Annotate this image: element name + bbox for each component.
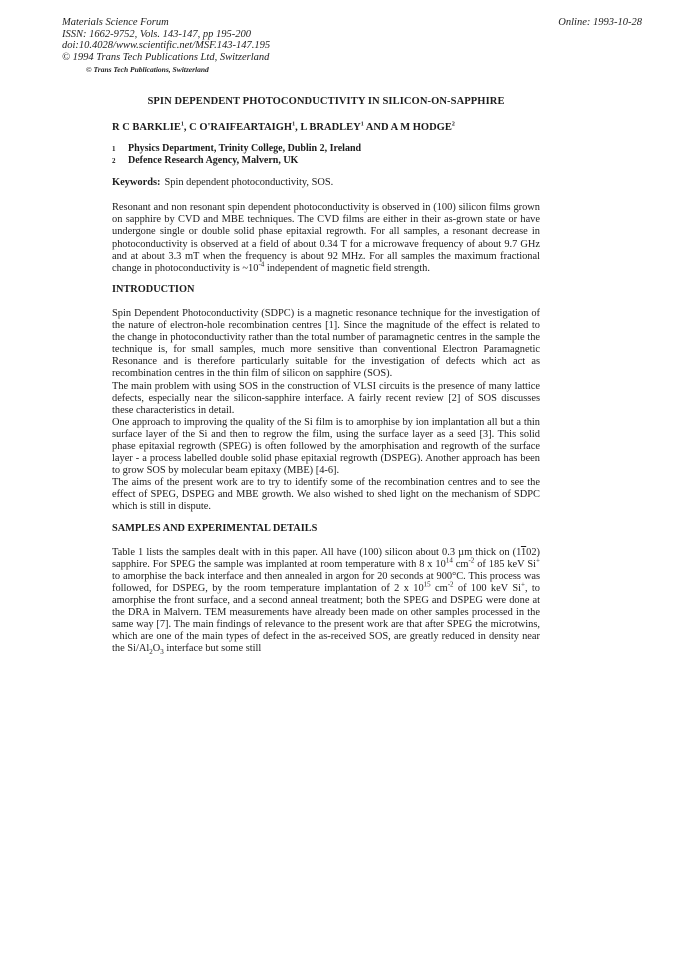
samples-sup: + [536, 556, 540, 565]
spacer [112, 514, 540, 523]
doi-line: doi:10.4028/www.scientific.net/MSF.143-147.195 [62, 40, 271, 51]
samples-text: of 185 keV Si [474, 558, 537, 570]
author-name: R C BARKLIE [112, 122, 181, 134]
samples-text: Table 1 lists the samples dealt with in this paper. All have (100) silicon about 0.3 µm thick on (1 [112, 546, 521, 558]
samples-sup: -2 [468, 556, 475, 565]
journal-name: Materials Science Forum [62, 17, 169, 28]
samples-text: O [152, 643, 161, 655]
abstract-text: independent of magnetic field strength. [264, 262, 430, 274]
samples-text: cm [430, 582, 448, 594]
paper-page [112, 96, 540, 655]
samples-text: to amorphise the back interface and then annealed in argon for 20 seconds at 900°C. This process was followed, for DSPEG, by the room temperature implantation of 2 x 10 [112, 570, 540, 594]
author-affiliation-mark: 1 [180, 121, 184, 128]
intro-paragraph-2: The main problem with using SOS in the construction of VLSI circuits is the presence of many lattice defects, especially near the silicon-sapphire interface. A fairly recent review [2] of SOS discusses these characteristics in detail. [112, 380, 540, 416]
paper-title: SPIN DEPENDENT PHOTOCONDUCTIVITY IN SILICON-ON-SAPPHIRE [147, 96, 505, 107]
author-affiliation-mark: 1 [292, 121, 296, 128]
samples-text: , to amorphise the front surface, and a second anneal treatment; both the SPEG and DSPEG were done at the DRA in Malvern. TEM measurements have already been made on other samples processed in the same way [7]. The main findings of relevance to the present work are that after SPEG the microtwins, which are one of the main types of defect in the as-received SOS, are greatly reduced in density near the Si/Al [112, 582, 541, 655]
author-affiliation-mark: 1 [360, 121, 364, 128]
samples-text: of 100 keV Si [453, 582, 522, 594]
affiliation-number: 2 [112, 157, 116, 166]
affiliation-text: Defence Research Agency, Malvern, UK [128, 155, 299, 167]
samples-text: cm [452, 558, 469, 570]
keywords [112, 177, 540, 189]
affiliation-item [112, 143, 540, 155]
intro-paragraph-1: Spin Dependent Photoconductivity (SDPC) is a magnetic resonance technique for the investigation of the nature of electron-hole recombination centres [1]. Since the magnitude of the effect is related to the change in photoconductivity rather than the total number of paramagnetic centres in the sample the technique is, for small samples, much more sensitive than conventional Electron Paramagnetic Resonance and is therefore particularly suitable for the investigation of defects which act as recombination centres in the thin film of silicon on sapphire (SOS). [112, 307, 540, 380]
copyright-line: © 1994 Trans Tech Publications Ltd, Switzerland [62, 51, 270, 63]
intro-paragraph-3: One approach to improving the quality of the Si film is to amorphise by ion implantation all but a thin surface layer of the Si and then to regrow the film, using the surface layer as a seed [3]. This solid phase epitaxial regrowth (SPEG) is often followed by the amorphisation and regrowth of the surface layer - a process labelled double solid phase epitaxial regrowth (DSPEG). Another approach has been to grow SOS by molecular beam epitaxy (MBE) [4-6]. [112, 416, 540, 477]
abstract-sup: -4 [258, 260, 265, 269]
affiliation-item [112, 155, 540, 167]
author-name: , L BRADLEY [295, 122, 361, 134]
intro-paragraph-4: The aims of the present work are to try to identify some of the recombination centres and to see the effect of SPEG, DSPEG and MBE growth. We also wished to shed light on the mechanism of SDPC which is still in dispute. [112, 477, 540, 513]
samples-sub: 2 [149, 648, 153, 657]
author-list [112, 122, 540, 134]
samples-sub: 3 [160, 648, 164, 657]
online-date: Online: 1993-10-28 [558, 17, 642, 28]
header-citation [62, 17, 270, 76]
abstract-paragraph [112, 202, 540, 275]
affiliation-text: Physics Department, Trinity College, Dublin 2, Ireland [128, 143, 362, 155]
samples-sup: 15 [423, 580, 431, 589]
small-copyright: © Trans Tech Publications, Switzerland [86, 65, 209, 74]
samples-paragraph [112, 547, 540, 656]
keywords-text: Spin dependent photoconductivity, SOS. [164, 177, 334, 189]
author-name: AND A M HODGE [363, 122, 452, 134]
samples-overline-digit: 1 [520, 546, 527, 558]
section-heading-introduction: INTRODUCTION [112, 283, 195, 295]
author-name: , C O'RAIFEARTAIGH [183, 122, 293, 134]
issn-line: ISSN: 1662-9752, Vols. 143-147, pp 195-200 [62, 28, 251, 40]
affiliations [112, 143, 540, 167]
affiliation-number: 1 [112, 145, 116, 154]
samples-sup: -2 [447, 580, 454, 589]
samples-text: 02) sapphire. For SPEG the sample was implanted at room temperature with 8 x 10 [112, 546, 540, 570]
section-heading-samples: SAMPLES AND EXPERIMENTAL DETAILS [112, 522, 318, 534]
samples-sup: 14 [445, 556, 453, 565]
spacer [112, 275, 540, 284]
samples-sup: + [521, 580, 525, 589]
author-affiliation-mark: 2 [451, 121, 455, 128]
keywords-label: Keywords: [112, 177, 161, 189]
samples-text: interface but some still [163, 643, 262, 655]
abstract-text: Resonant and non resonant spin dependent photoconductivity is observed in (100) silicon films grown on sapphire by CVD and MBE techniques. The CVD films are either in their as-grown state or have undergone single or double solid phase epitaxial regrowth. For all samples, a resonant decrease in photoconductivity is observed at a field of about 0.34 T for a microwave frequency of about 9.7 GHz and at about 3.3 mT when the frequency is about 92 MHz. For all samples the maximum fractional change in photoconductivity is ~10 [112, 202, 540, 274]
